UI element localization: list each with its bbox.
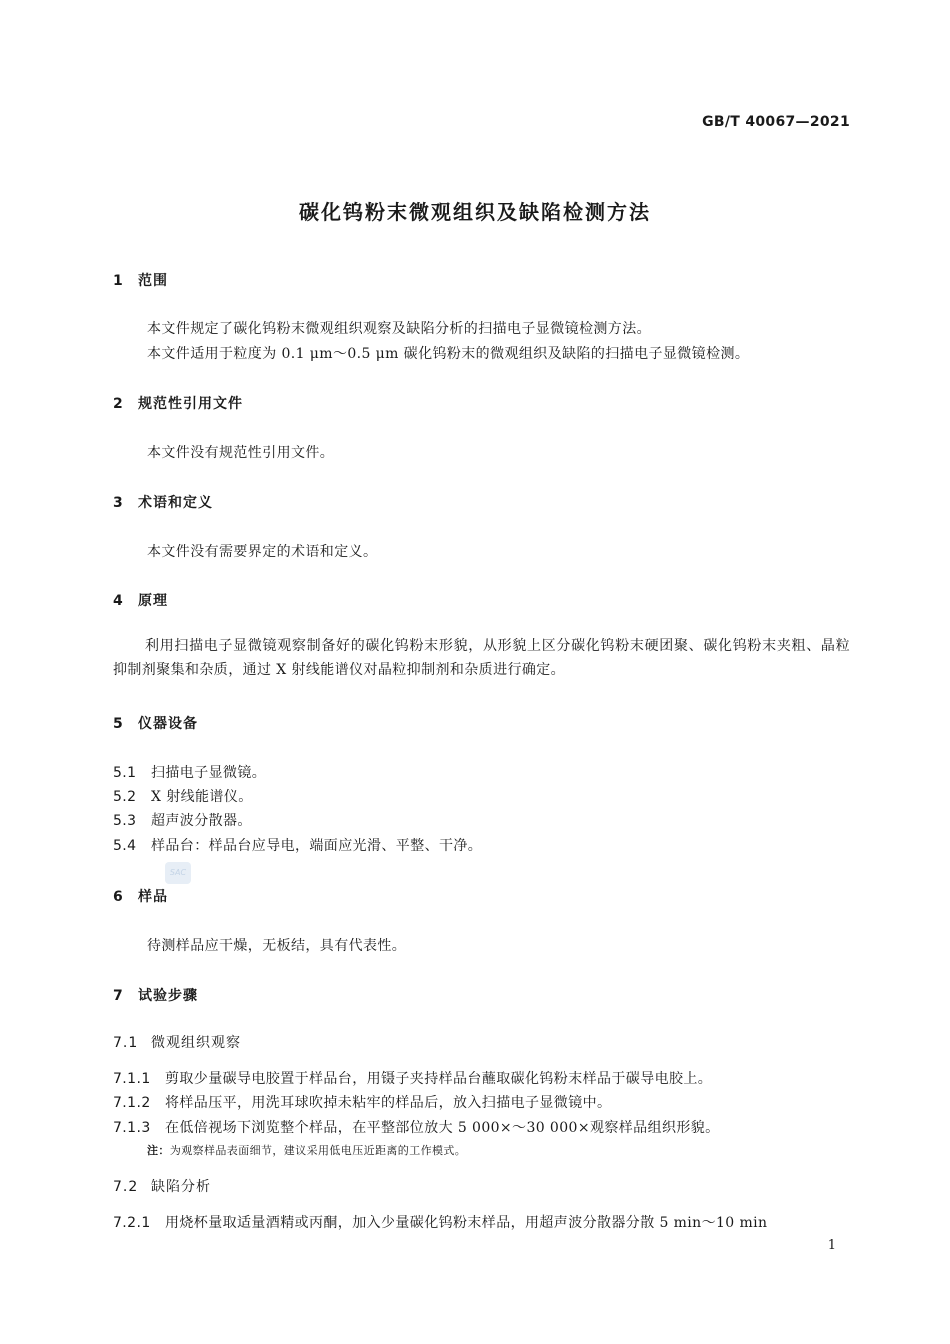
section-number: 3: [113, 495, 124, 511]
section-title: 试验步骤: [138, 988, 198, 1004]
section-number: 2: [113, 396, 124, 412]
section-number: 7.1: [113, 1035, 139, 1051]
item-text: X 射线能谱仪。: [151, 789, 253, 805]
section-number: 7.2: [113, 1179, 139, 1195]
item-number: 5.1: [113, 765, 137, 781]
list-item: [113, 1117, 720, 1137]
section-title: 原理: [138, 593, 168, 609]
section-4-heading: [113, 590, 168, 610]
watermark-logo: SAC: [165, 862, 191, 884]
sample-paragraph: 待测样品应干燥，无板结，具有代表性。: [147, 938, 407, 954]
item-text: 样品台：样品台应导电，端面应光滑、平整、干净。: [151, 838, 483, 854]
item-number: 7.1.3: [113, 1120, 151, 1136]
list-item: [113, 1068, 712, 1088]
page-number: 1: [827, 1238, 836, 1253]
item-number: 5.3: [113, 813, 137, 829]
item-number: 7.1.1: [113, 1071, 151, 1087]
section-number: 6: [113, 889, 124, 905]
list-item: [113, 786, 253, 806]
section-number: 5: [113, 716, 124, 732]
item-text: 用烧杯量取适量酒精或丙酮，加入少量碳化钨粉末样品，用超声波分散器分散 5 min～10 min: [165, 1215, 768, 1231]
terms-paragraph: 本文件没有需要界定的术语和定义。: [147, 544, 378, 560]
document-title: 碳化钨粉末微观组织及缺陷检测方法: [299, 200, 651, 224]
section-2-heading: [113, 393, 243, 413]
item-text: 将样品压平，用洗耳球吹掉未粘牢的样品后，放入扫描电子显微镜中。: [165, 1095, 612, 1111]
list-item: [113, 762, 266, 782]
section-number: 7: [113, 988, 124, 1004]
normative-references-paragraph: 本文件没有规范性引用文件。: [147, 445, 335, 461]
subsection-7-1-heading: [113, 1032, 241, 1052]
list-item: [113, 1212, 767, 1232]
section-title: 规范性引用文件: [138, 396, 243, 412]
standard-number: GB/T 40067—2021: [702, 114, 850, 130]
item-number: 5.2: [113, 789, 137, 805]
item-text: 剪取少量碳导电胶置于样品台，用镊子夹持样品台蘸取碳化钨粉末样品于碳导电胶上。: [165, 1071, 713, 1087]
item-text: 在低倍视场下浏览整个样品，在平整部位放大 5 000×～30 000×观察样品组织形貌。: [165, 1120, 720, 1136]
list-item: [113, 835, 482, 855]
section-7-heading: [113, 985, 198, 1005]
section-6-heading: [113, 886, 168, 906]
section-title: 缺陷分析: [151, 1179, 211, 1195]
section-title: 范围: [138, 273, 168, 289]
item-number: 7.2.1: [113, 1215, 151, 1231]
note-text: 为观察样品表面细节，建议采用低电压近距离的工作模式。: [169, 1144, 467, 1157]
section-5-heading: [113, 713, 198, 733]
item-text: 扫描电子显微镜。: [151, 765, 267, 781]
section-title: 微观组织观察: [151, 1035, 241, 1051]
item-number: 5.4: [113, 838, 137, 854]
principle-paragraph: 利用扫描电子显微镜观察制备好的碳化钨粉末形貌，从形貌上区分碳化钨粉末硬团聚、碳化钨粉末夹粗、晶粒抑制剂聚集和杂质，通过 X 射线能谱仪对晶粒抑制剂和杂质进行确定。: [113, 638, 850, 678]
section-1-heading: [113, 270, 168, 290]
section-title: 样品: [138, 889, 168, 905]
section-title: 仪器设备: [138, 716, 198, 732]
section-3-heading: [113, 492, 213, 512]
section-title: 术语和定义: [138, 495, 213, 511]
list-item: [113, 810, 252, 830]
note: [147, 1142, 466, 1158]
item-number: 7.1.2: [113, 1095, 151, 1111]
section-number: 4: [113, 593, 124, 609]
note-label: 注：: [147, 1144, 170, 1157]
item-text: 超声波分散器。: [151, 813, 252, 829]
scope-paragraph-2: 本文件适用于粒度为 0.1 μm～0.5 μm 碳化钨粉末的微观组织及缺陷的扫描电子显微镜检测。: [147, 346, 750, 362]
scope-paragraph-1: 本文件规定了碳化钨粉末微观组织观察及缺陷分析的扫描电子显微镜检测方法。: [147, 321, 651, 337]
section-number: 1: [113, 273, 124, 289]
subsection-7-2-heading: [113, 1176, 211, 1196]
list-item: [113, 1092, 611, 1112]
